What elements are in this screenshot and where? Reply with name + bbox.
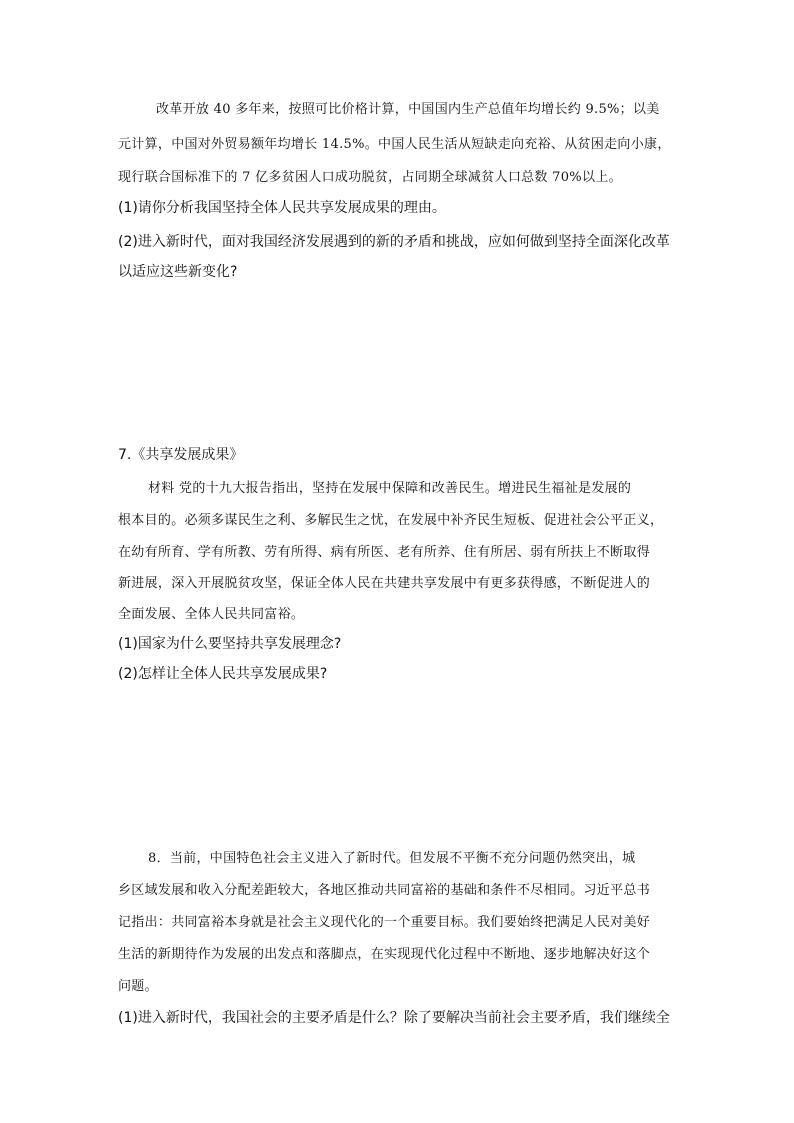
section-title: 7.《共享发展成果》 xyxy=(118,447,244,463)
question-1: (1)进入新时代，我国社会的主要矛盾是什么？除了要解决当前社会主要矛盾，我们继续全 xyxy=(118,1010,670,1026)
material-line: 根本目的。必须多谋民生之利、多解民生之忧，在发展中补齐民生短板、促进社会公平正义， xyxy=(118,513,664,528)
material-line: 记指出：共同富裕本身就是社会主义现代化的一个重要目标。我们要始终把满足人民对美好 xyxy=(118,915,651,930)
material-line: 乡区域发展和收入分配差距较大，各地区推动共同富裕的基础和条件不尽相同。习近平总书 xyxy=(118,883,651,898)
material-line: 8．当前，中国特色社会主义进入了新时代。但发展不平衡不充分问题仍然突出，城 xyxy=(148,851,636,866)
material-line: 现行联合国标准下的 7 亿多贫困人口成功脱贫，占同期全球减贫人口总数 70%以上。 xyxy=(118,170,622,185)
material-line: 新进展，深入开展脱贫攻坚，保证全体人民在共建共享发展中有更多获得感，不断促进人的 xyxy=(118,576,651,591)
question-2: (2)怎样让全体人民共享发展成果? xyxy=(118,666,328,682)
material-line: 问题。 xyxy=(118,979,158,994)
material-line: 生活的新期待作为发展的出发点和落脚点，在实现现代化过程中不断地、逐步地解决好这个 xyxy=(118,947,651,962)
question-2-cont: 以适应这些新变化? xyxy=(118,264,238,280)
question-1: (1)请你分析我国坚持全体人民共享发展成果的理由。 xyxy=(118,200,446,216)
question-1: (1)国家为什么要坚持共享发展理念? xyxy=(118,636,342,652)
material-line: 在幼有所育、学有所教、劳有所得、病有所医、老有所养、住有所居、弱有所扶上不断取得 xyxy=(118,545,651,560)
material-line: 全面发展、全体人民共同富裕。 xyxy=(118,607,305,622)
question-2: (2)进入新时代，面对我国经济发展遇到的新的矛盾和挑战，应如何做到坚持全面深化改革 xyxy=(118,234,670,250)
material-line: 材料 党的十九大报告指出，坚持在发展中保障和改善民生。增进民生福祉是发展的 xyxy=(148,481,632,496)
material-line: 改革开放 40 多年来，按照可比价格计算，中国国内生产总值年均增长约 9.5%；以美 xyxy=(156,102,660,117)
material-line: 元计算，中国对外贸易额年均增长 14.5%。中国人民生活从短缺走向充裕、从贫困走向小康， xyxy=(118,137,671,152)
